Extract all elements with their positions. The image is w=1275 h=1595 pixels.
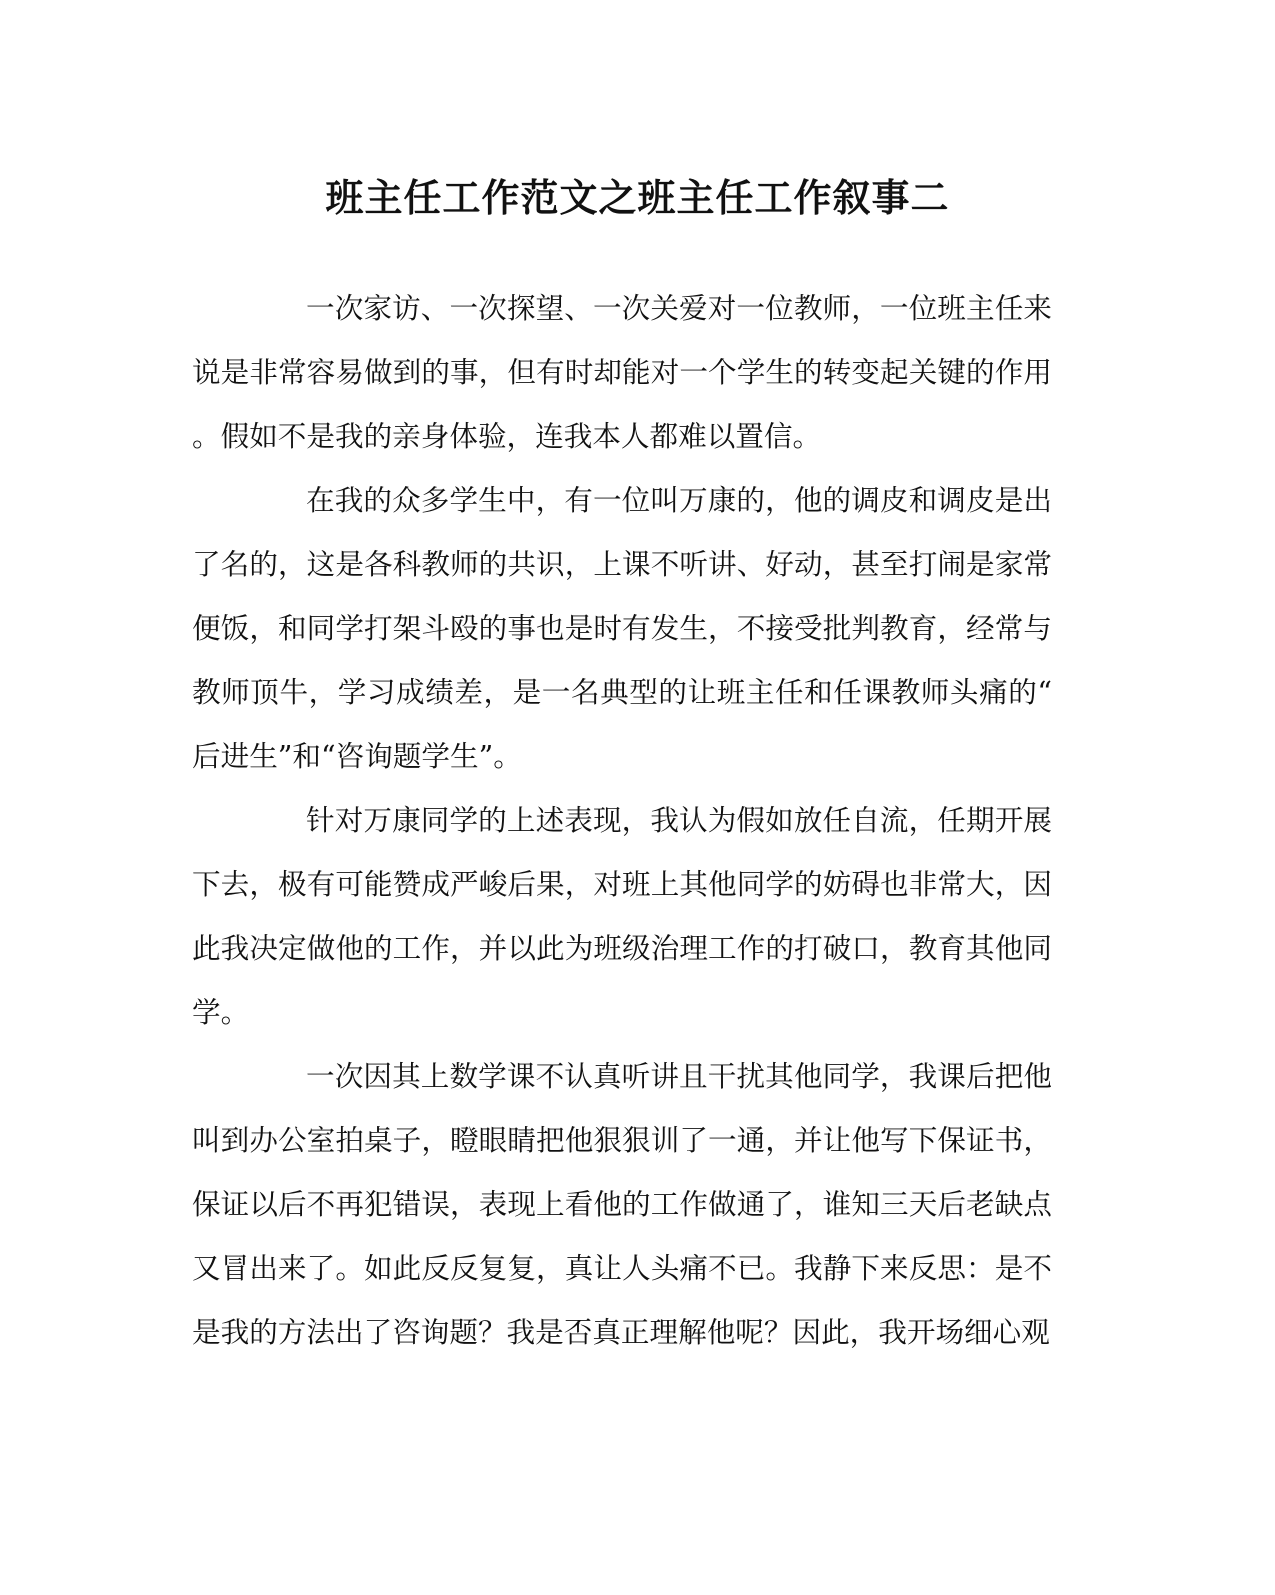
paragraph: 一次因其上数学课不认真听讲且干扰其他同学，我课后把他叫到办公室拍桌子，瞪眼睛把他狠狠训了一通，并让他写下保证书，保证以后不再犯错误，表现上看他的工作做通了，谁知三天后老缺点又冒出来了。如此反反复复，真让人头痛不已。我静下来反思：是不是我的方法出了咨询题？我是否真正理解他呢？因此，我开场细心观 bbox=[192, 1059, 1052, 1349]
paragraph: 针对万康同学的上述表现，我认为假如放任自流，任期开展下去，极有可能赞成严峻后果，对班上其他同学的妨碍也非常大，因此我决定做他的工作，并以此为班级治理工作的打破口，教育其他同学。 bbox=[192, 803, 1052, 1029]
paragraph: 一次家访、一次探望、一次关爱对一位教师，一位班主任来说是非常容易做到的事，但有时却能对一个学生的转变起关键的作用。假如不是我的亲身体验，连我本人都难以置信。 bbox=[192, 291, 1052, 453]
document-title: 班主任工作范文之班主任工作叙事二 bbox=[325, 175, 950, 220]
document-body bbox=[192, 276, 1052, 1364]
paragraph: 在我的众多学生中，有一位叫万康的，他的调皮和调皮是出了名的，这是各科教师的共识，上课不听讲、好动，甚至打闹是家常便饭，和同学打架斗殴的事也是时有发生，不接受批判教育，经常与教师顶牛，学习成绩差，是一名典型的让班主任和任课教师头痛的“后进生”和“咨询题学生”。 bbox=[192, 483, 1052, 773]
